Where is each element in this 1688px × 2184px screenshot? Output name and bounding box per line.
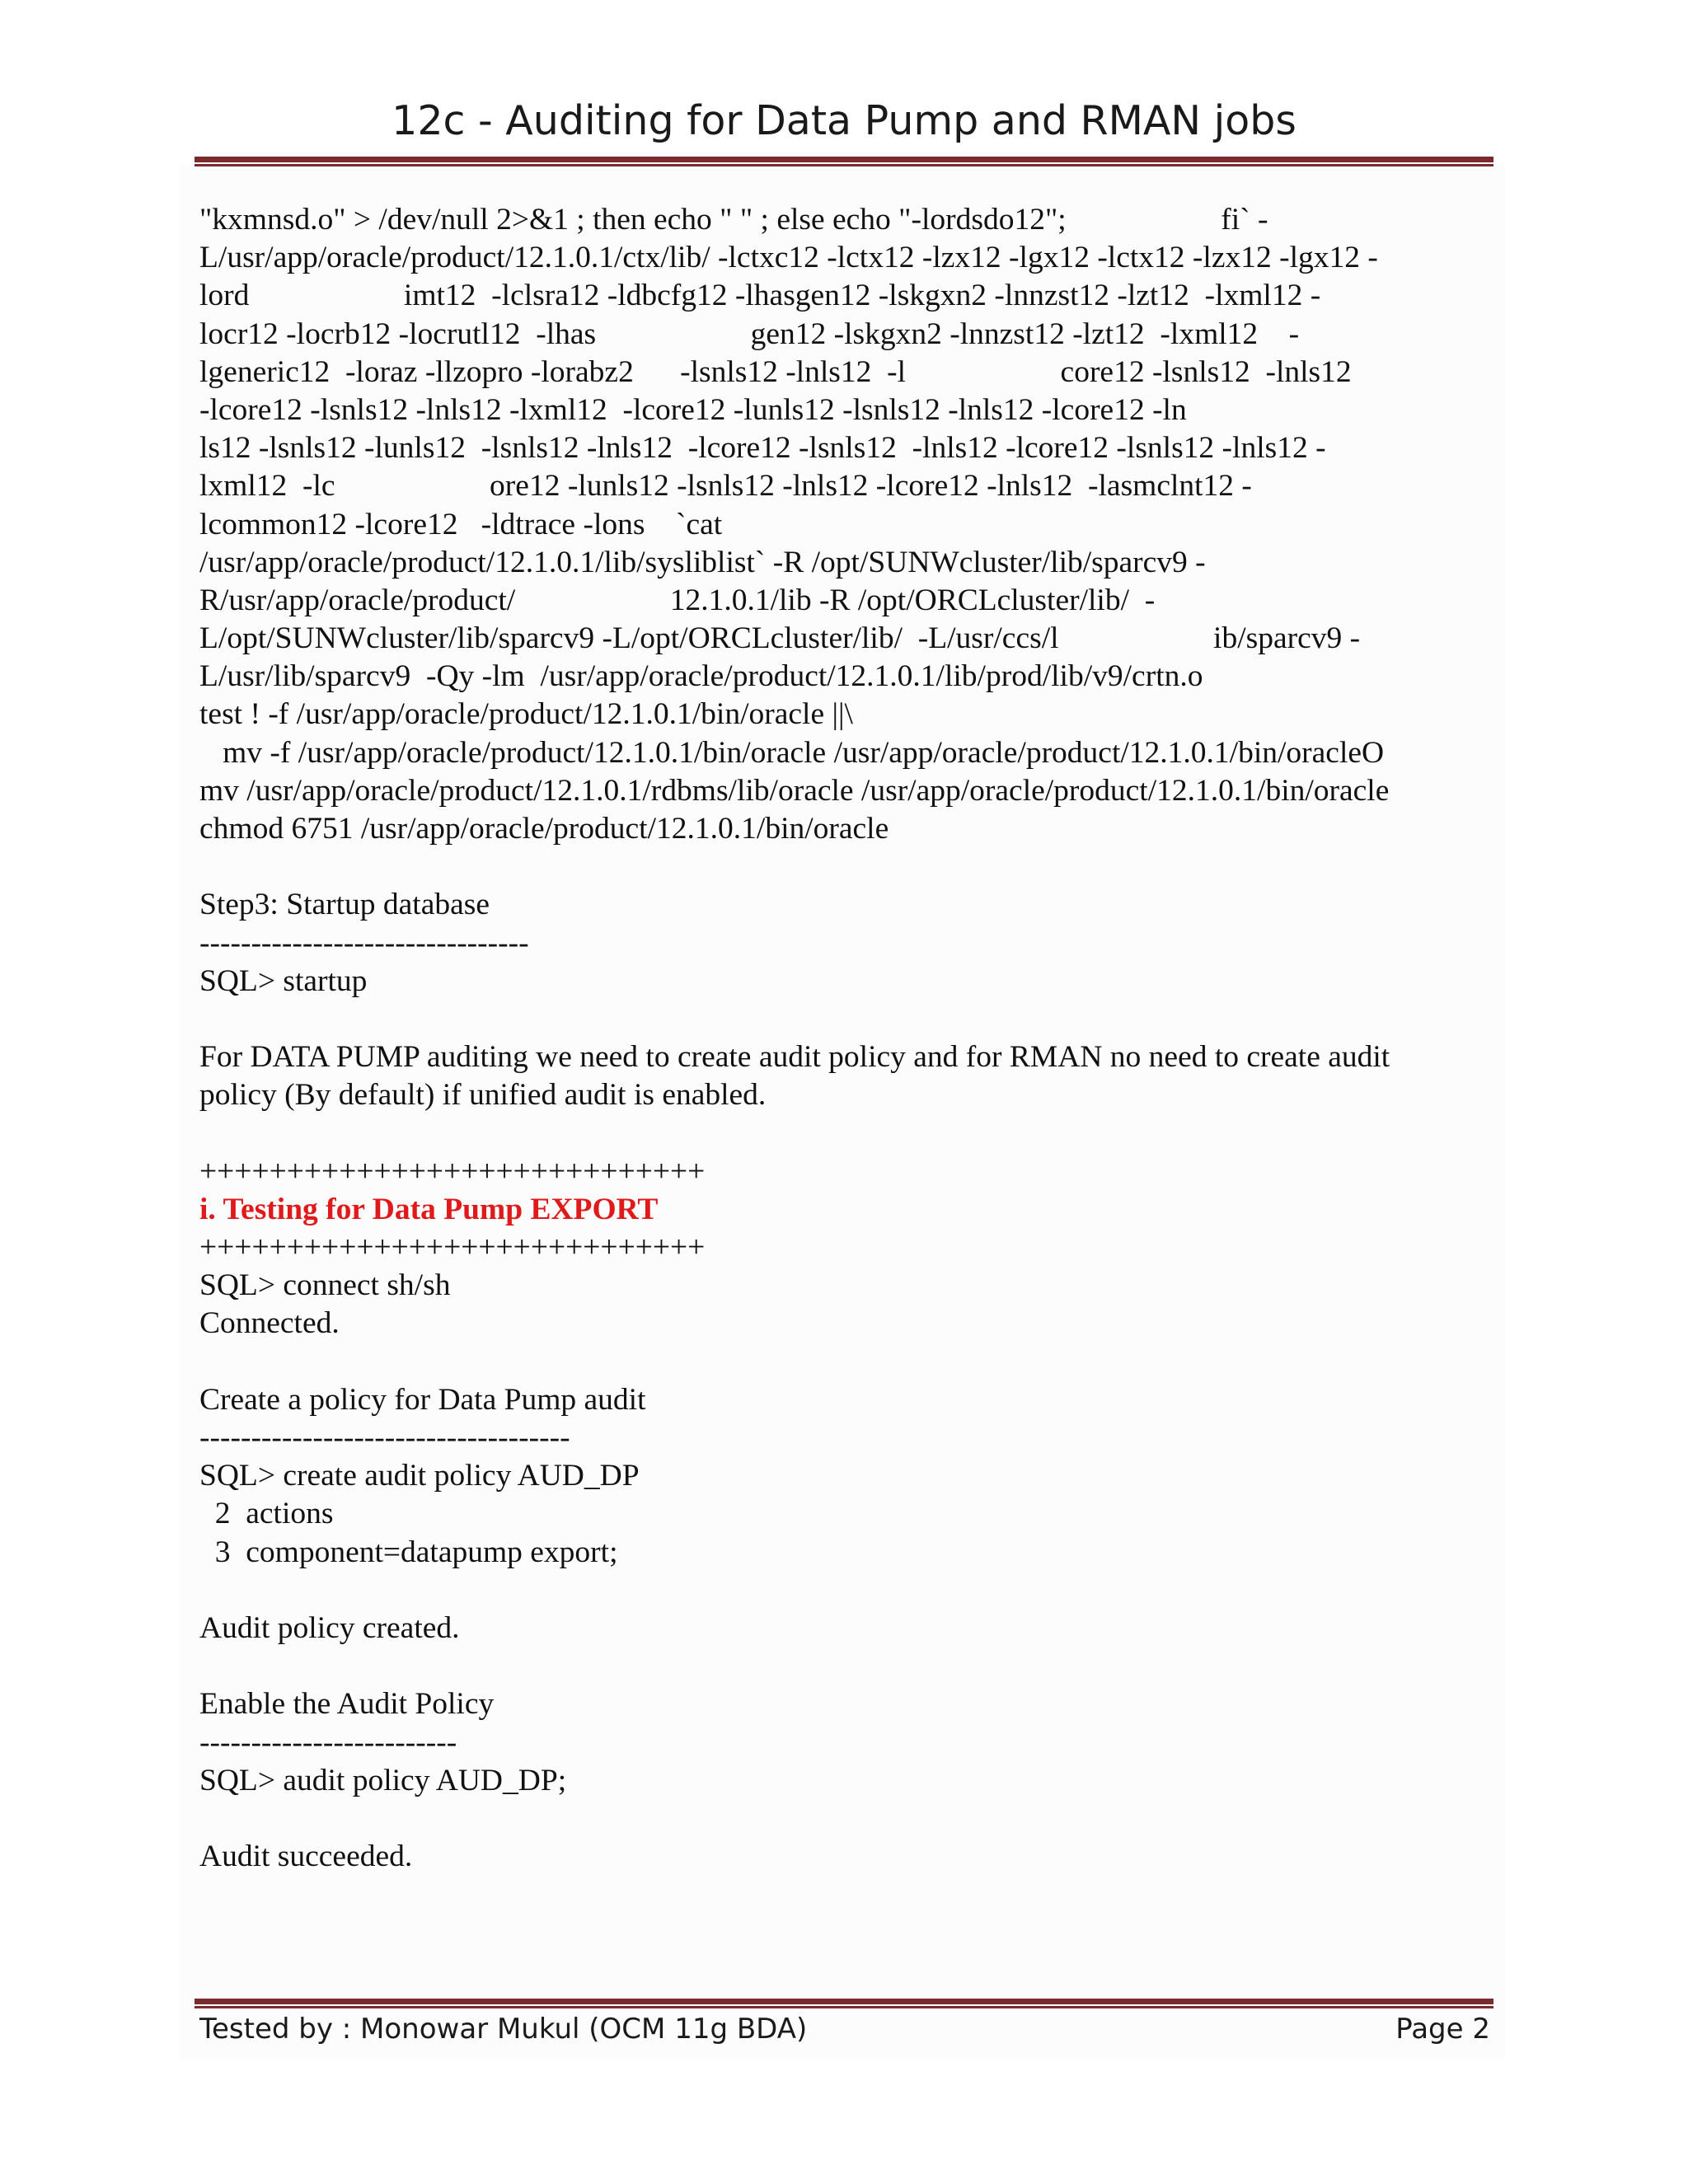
section-heading: i. Testing for Data Pump EXPORT [199, 1192, 659, 1226]
text-line: /usr/app/oracle/product/12.1.0.1/lib/sysliblist` -R /opt/SUNWcluster/lib/sparcv9 - [199, 545, 1206, 579]
text-line: Enable the Audit Policy [199, 1687, 495, 1722]
blank-line [199, 1001, 1502, 1038]
text-line: ------------------------- [199, 1725, 457, 1760]
footer-rule [195, 1999, 1493, 2004]
text-line: L/usr/lib/sparcv9 -Qy -lm /usr/app/oracle/product/12.1.0.1/lib/prod/lib/v9/crtn.o [199, 659, 1203, 694]
footer-page-number: Page 2 [1395, 2013, 1490, 2046]
text-line: SQL> create audit policy AUD_DP [199, 1459, 640, 1493]
text-line: policy (By default) if unified audit is enabled. [199, 1078, 767, 1113]
text-line: lxml12 -lc ore12 -lunls12 -lsnls12 -lnls12 -lcore12 -lnls12 -lasmclnt12 - [199, 469, 1252, 504]
blank-line [199, 1572, 1502, 1610]
header-rule [195, 157, 1493, 162]
text-line: ------------------------------------ [199, 1421, 570, 1455]
header-rule-thin [195, 164, 1493, 166]
text-line: ls12 -lsnls12 -lunls12 -lsnls12 -lnls12 -lcore12 -lsnls12 -lnls12 -lcore12 -lsnls12 -lnls12 - [199, 431, 1326, 466]
footer-tested-by: Tested by : Monowar Mukul (OCM 11g BDA) [199, 2013, 808, 2046]
blank-line [199, 1800, 1502, 1838]
text-line: Audit policy created. [199, 1610, 460, 1645]
text-line: Connected. [199, 1306, 340, 1341]
text-line: mv /usr/app/oracle/product/12.1.0.1/rdbms/lib/oracle /usr/app/oracle/product/12.1.0.1/bin/oracle [199, 773, 1390, 808]
text-line: For DATA PUMP auditing we need to create audit policy and for RMAN no need to create audit [199, 1040, 1390, 1075]
text-line: SQL> connect sh/sh [199, 1268, 451, 1303]
text-line: test ! -f /usr/app/oracle/product/12.1.0.1/bin/oracle ||\ [199, 697, 853, 732]
text-line: lgeneric12 -loraz -llzopro -lorabz2 -lsnls12 -lnls12 -l core12 -lsnls12 -lnls12 [199, 354, 1352, 389]
text-line: +++++++++++++++++++++++++++++ [199, 1154, 706, 1188]
text-line: L/opt/SUNWcluster/lib/sparcv9 -L/opt/ORCLcluster/lib/ -L/usr/ccs/l ib/sparcv9 - [199, 621, 1361, 656]
text-line: SQL> startup [199, 963, 368, 998]
blank-line [199, 1115, 1502, 1153]
text-line: lord imt12 -lclsra12 -ldbcfg12 -lhasgen12 -lskgxn2 -lnnzst12 -lzt12 -lxml12 - [199, 279, 1321, 313]
text-line: 3 component=datapump export; [199, 1535, 618, 1569]
text-line: locr12 -locrb12 -locrutl12 -lhas gen12 -lskgxn2 -lnnzst12 -lzt12 -lxml12 - [199, 316, 1300, 351]
text-line: R/usr/app/oracle/product/ 12.1.0.1/lib -R /opt/ORCLcluster/lib/ - [199, 583, 1156, 617]
blank-line [199, 1343, 1502, 1381]
blank-line [199, 848, 1502, 886]
text-line: -lcore12 -lsnls12 -lnls12 -lxml12 -lcore12 -lunls12 -lsnls12 -lnls12 -lcore12 -ln [199, 392, 1187, 427]
text-line: +++++++++++++++++++++++++++++ [199, 1230, 706, 1265]
text-line: L/usr/app/oracle/product/12.1.0.1/ctx/lib/ -lctxc12 -lctx12 -lzx12 -lgx12 -lctx12 -lzx12 -lgx12 - [199, 241, 1378, 275]
text-line: 2 actions [199, 1497, 334, 1531]
page-title: 12c - Auditing for Data Pump and RMAN jobs [392, 97, 1296, 144]
document-body [199, 201, 1502, 1876]
text-line: "kxmnsd.o" > /dev/null 2>&1 ; then echo " " ; else echo "-lordsdo12"; fi` - [199, 203, 1268, 237]
text-line: Step3: Startup database [199, 888, 490, 922]
text-line: lcommon12 -lcore12 -ldtrace -lons `cat [199, 507, 723, 541]
blank-line [199, 1647, 1502, 1685]
text-line: -------------------------------- [199, 926, 529, 960]
text-line: chmod 6751 /usr/app/oracle/product/12.1.0.1/bin/oracle [199, 812, 889, 846]
text-line: mv -f /usr/app/oracle/product/12.1.0.1/bin/oracle /usr/app/oracle/product/12.1.0.1/bin/oracleO [199, 735, 1385, 770]
text-line: Create a policy for Data Pump audit [199, 1382, 646, 1417]
text-line: SQL> audit policy AUD_DP; [199, 1763, 567, 1797]
text-line: Audit succeeded. [199, 1840, 413, 1874]
footer-rule-thin [195, 2006, 1493, 2008]
